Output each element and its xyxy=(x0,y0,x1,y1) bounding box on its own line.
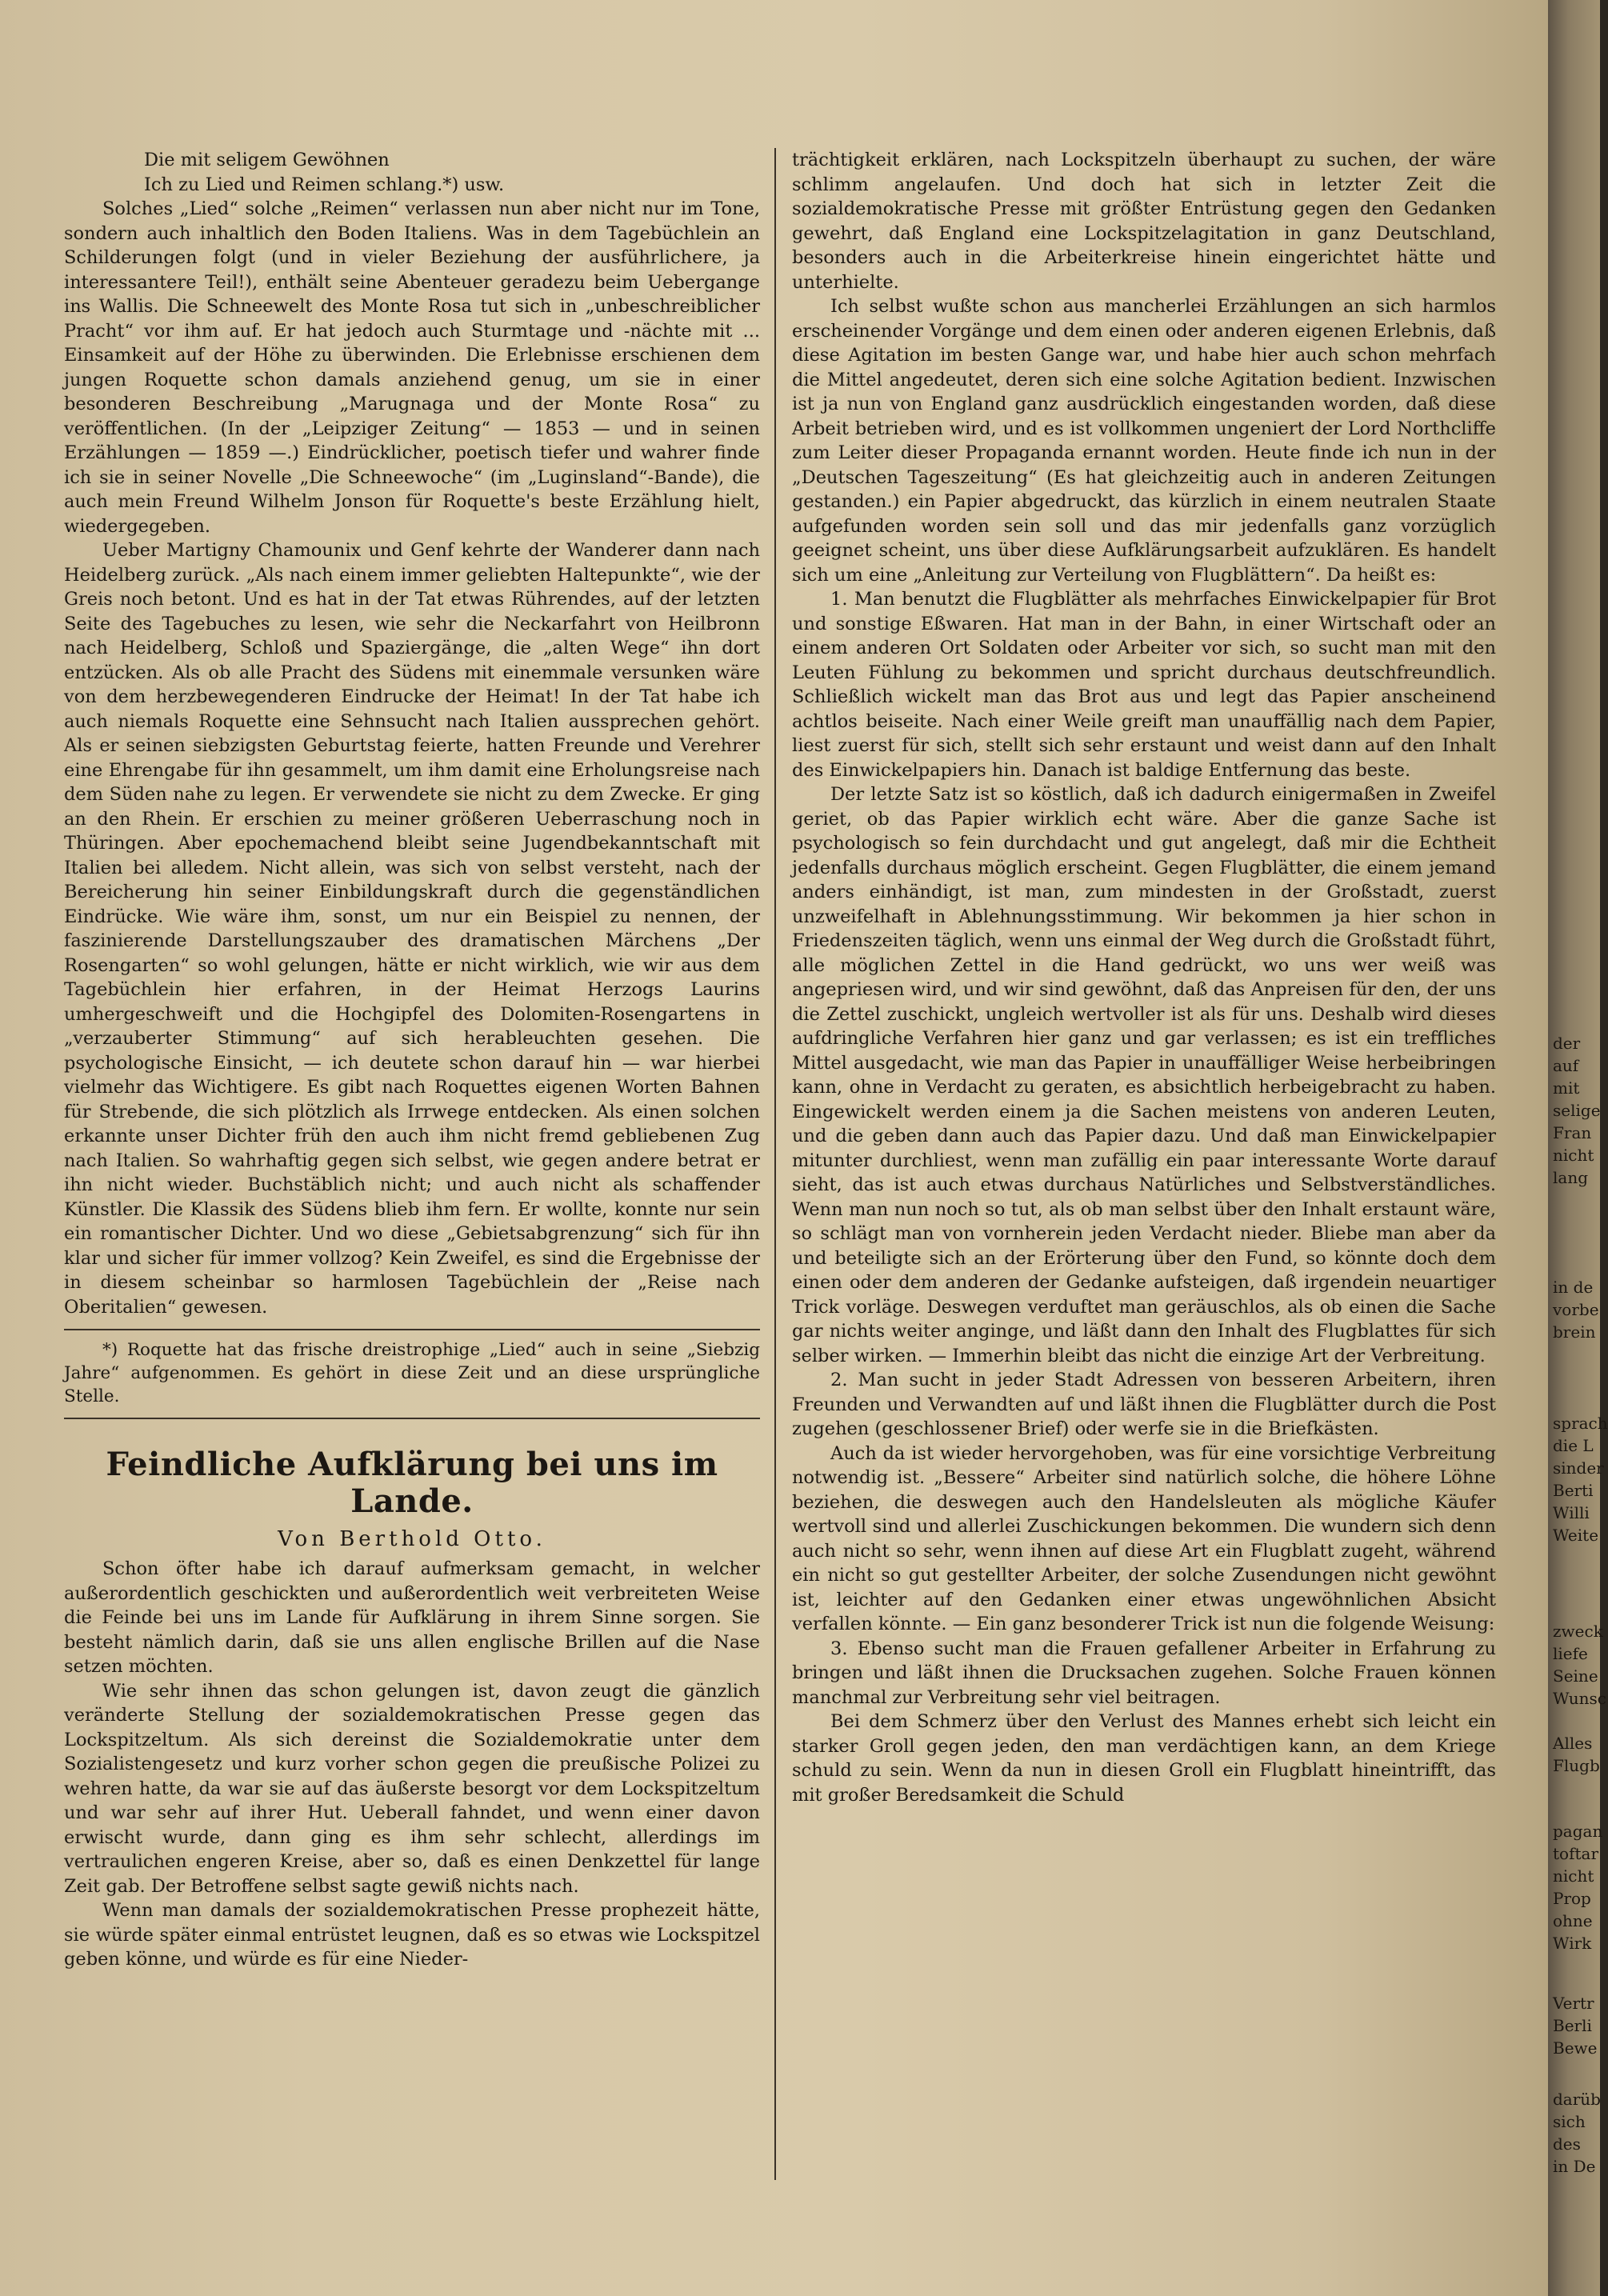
edge-word: ohne xyxy=(1553,1911,1593,1930)
edge-word: die L xyxy=(1553,1436,1594,1455)
edge-word: Weite xyxy=(1553,1526,1599,1545)
footnote: *) Roquette hat das frische dreistrophige „Lied“ auch in seine „Siebzig Jahre“ aufgenommen. Es gehört in diese Zeit und an diese ursprüngliche Stelle. xyxy=(64,1340,760,1406)
paragraph: trächtigkeit erklären, nach Lockspitzeln überhaupt zu suchen, der wäre schlimm angelaufen. Und doch hat sich in letzter Zeit die sozialdemokratische Presse mit größter Entrüstung gegen den Gedanken gewehrt, daß England eine Lockspitzelagitation in ganz Deutschland, besonders auch in die Arbeiterkreise hinein eingerichtet hätte und unterhielte. xyxy=(792,150,1496,293)
edge-word: mit xyxy=(1553,1078,1580,1098)
left-column xyxy=(64,148,760,1972)
edge-word: vorbe xyxy=(1553,1300,1599,1319)
verse-block xyxy=(64,148,760,197)
article-byline: Von Berthold Otto. xyxy=(278,1527,546,1551)
edge-word: sich xyxy=(1553,2112,1586,2131)
edge-word: pagan xyxy=(1553,1822,1603,1841)
edge-word: Vertr xyxy=(1553,1994,1594,2013)
edge-word: zweck xyxy=(1553,1622,1603,1641)
edge-text-block xyxy=(1548,1732,1600,1777)
right-column xyxy=(792,148,1496,1807)
edge-word: sinder xyxy=(1553,1458,1604,1478)
edge-word: der xyxy=(1553,1034,1581,1053)
edge-word: nicht xyxy=(1553,1146,1594,1165)
column-divider xyxy=(774,148,776,2180)
paragraph: Wie sehr ihnen das schon gelungen ist, davon zeugt die gänzlich veränderte Stellung der sozialdemokratischen Presse gegen das Lockspitzeltum. Als sich dereinst die Sozialdemokratie unter dem Sozialistengesetz und kurz vorher schon gegen die preußische Polizei zu wehren hatte, da war sie auf das äußerste besorgt vor dem Lockspitzeltum und war sehr auf ihrer Hut. Ueberall fahndet, und wenn einer davon erwischt wurde, dann ging es ihm sehr schlecht, allerdings im vertraulichen engeren Kreise, aber so, daß es einen Denkzettel für lange Zeit gab. Der Betroffene selbst sagte gewiß nichts nach. xyxy=(64,1680,760,1897)
list-item: 2. Man sucht in jeder Stadt Adressen von besseren Arbeitern, ihren Freunden und Verwandten auf und läßt ihnen die Flugblätter durch die Post zugehen (geschlossener Brief) oder werfe sie in die Briefkästen. xyxy=(792,1370,1496,1439)
edge-text-block xyxy=(1548,2088,1601,2178)
edge-word: in De xyxy=(1553,2157,1596,2176)
edge-word: Bewe xyxy=(1553,2038,1598,2058)
edge-word: Berti xyxy=(1553,1481,1594,1500)
edge-word: toftar xyxy=(1553,1844,1599,1863)
edge-word: brein xyxy=(1553,1322,1596,1342)
verse-line: Die mit seligem Gewöhnen xyxy=(144,150,390,170)
adjacent-page-edge xyxy=(1548,0,1608,2296)
list-item: 3. Ebenso sucht man die Frauen gefallener Arbeiter in Erfahrung zu bringen und läßt ihnen die Drucksachen zugehen. Solche Frauen können manchmal zur Verbreitung sehr viel beitragen. xyxy=(792,1638,1496,1708)
paragraph: Ich selbst wußte schon aus mancherlei Erzählungen an sich harmlos erscheinender Vorgänge und dem einen oder anderen eigenen Erlebnis, daß diese Agitation im besten Gange war, und habe hier auch schon mehrfach die Mittel angedeutet, deren sich eine solche Agitation bedient. Inzwischen ist ja nun von England ganz ausdrücklich eingestanden worden, daß diese Arbeit betrieben wird, und es ist vollkommen ungeniert der Lord Northcliffe zum Leiter dieser Propaganda ernannt worden. Heute finde ich nun in der „Deutschen Tageszeitung“ (Es hat gleichzeitig auch in anderen Zeitungen gestanden.) ein Papier abgedruckt, das kürzlich in einem neutralen Staate aufgefunden worden sein soll und das mir jedenfalls ganz vorzüglich geeignet scheint, uns über diese Aufklärungsarbeit aufzuklären. Es handelt sich um eine „Anleitung zur Verteilung von Flugblättern“. Da heißt es: xyxy=(792,296,1496,586)
edge-word: Alles xyxy=(1553,1734,1593,1753)
paragraph: Solches „Lied“ solche „Reimen“ verlassen nun aber nicht nur im Tone, sondern auch inhaltlich den Boden Italiens. Was in dem Tagebüchlein an Schilderungen folgt (und in vieler Beziehung der ausführlichere, ja interessantere Teil!), enthält seine Abenteuer geradezu beim Uebergange ins Wallis. Die Schneewelt des Monte Rosa tut sich in „unbeschreiblicher Pracht“ vor ihm auf. Er hat jedoch auch Sturmtage und -nächte mit ... Einsamkeit auf der Höhe zu überwinden. Die Erlebnisse erschienen dem jungen Roquette schon damals anziehend genug, um sie in einer besonderen Beschreibung „Marugnaga und der Monte Rosa“ zu veröffentlichen. (In der „Leipziger Zeitung“ — 1853 — und in seinen Erzählungen — 1859 —.) Eindrücklicher, poetisch tiefer und wahrer finde ich sie in seiner Novelle „Die Schneewoche“ (im „Luginsland“-Bande), die auch mein Freund Wilhelm Jonson für Roquette's beste Erzählung hielt, wiedergegeben. xyxy=(64,198,760,537)
edge-word: Seine xyxy=(1553,1666,1598,1686)
edge-word: nicht xyxy=(1553,1866,1594,1886)
edge-word: liefe xyxy=(1553,1644,1588,1663)
edge-text-block xyxy=(1548,1032,1601,1189)
edge-word: Fran xyxy=(1553,1123,1592,1142)
edge-word: darüb xyxy=(1553,2090,1601,2109)
list-item: 1. Man benutzt die Flugblätter als mehrfaches Einwickelpapier für Brot und sonstige Eßwaren. Hat man in der Bahn, in einer Wirtschaft oder an einem anderen Ort Soldaten oder Arbeiter vor sich, so sucht man mit den Leuten Fühlung zu bekommen und spricht durchaus deutschfreundlich. Schließlich wickelt man das Brot aus und legt das Papier anscheinend achtlos beiseite. Nach einer Weile greift man unauffällig nach dem Papier, liest zuerst für sich, stellt sich sehr erstaunt und weist dann auf den Inhalt des Einwickelpapiers hin. Danach ist baldige Entfernung das beste. xyxy=(792,589,1496,781)
paragraph: Wenn man damals der sozialdemokratischen Presse prophezeit hätte, sie würde später einmal entrüstet leugnen, daß es so etwas wie Lockspitzel geben könne, und würde es für eine Nieder- xyxy=(64,1900,760,1970)
edge-word: in de xyxy=(1553,1278,1594,1297)
article-divider xyxy=(64,1418,760,1419)
edge-word: Prop xyxy=(1553,1889,1591,1908)
edge-word: auf xyxy=(1553,1056,1579,1075)
edge-word: Flugb xyxy=(1553,1756,1600,1775)
paragraph: Ueber Martigny Chamounix und Genf kehrte der Wanderer dann nach Heidelberg zurück. „Als nach einem immer geliebten Haltepunkte“, wie der Greis noch betont. Und es hat in der Tat etwas Rührendes, auf der letzten Seite des Tagebuches zu lesen, wie sehr die Neckarfahrt von Heilbronn nach Heidelberg, Schloß und Spaziergänge, die „alten Wege“ ihn dort entzücken. Als ob alle Pracht des Südens mit einemmale versunken wäre von dem herzbewegenderen Eindrucke der Heimat! In der Tat habe ich auch niemals Roquette eine Sehnsucht nach Italien aussprechen gehört. Als er seinen siebzigsten Geburtstag feierte, hatten Freunde und Verehrer eine Ehrengabe für ihn gesammelt, um ihm damit eine Erholungsreise nach dem Süden nahe zu legen. Er verwendete sie nicht zu dem Zwecke. Er ging an den Rhein. Er erschien zu meiner größeren Ueberraschung noch in Thüringen. Aber epochemachend bleibt seine Jugendbekanntschaft mit Italien bei alledem. Nicht allein, was sich von selbst versteht, nach der Bereicherung hin seiner Einbildungskraft durch die gegenständlichen Eindrücke. Wie wäre ihm, sonst, um nur ein Beispiel zu nennen, der faszinierende Darstellungszauber des dramatischen Märchens „Der Rosengarten“ so wohl gelungen, hätte er nicht wirklich, wie wir aus dem Tagebüchlein hier erfahren, in der Heimat Herzogs Laurins umhergeschweift und die Hochgipfel des Dolomiten-Rosengartens in „verzauberter Stimmung“ auf sich herableuchten gesehen. Die psychologische Einsicht, — ich deutete schon darauf hin — war hierbei vielmehr das Wichtigere. Es gibt nach Roquettes eigenen Worten Bahnen für Strebende, die sich plötzlich als Irrwege entdecken. Als einen solchen erkannte unser Dichter früh den auch ihm nicht fremd gebliebenen Zug nach Italien. So wahrhaftig gegen sich selbst, wie gegen andere betrat er ihn nicht wieder. Buchstäblich nicht; und auch nicht als schaffender Künstler. Die Klassik des Südens blieb ihm fern. Er wollte, konnte nur sein ein romantischer Dichter. Und wo diese „Gebietsabgrenzung“ sich für ihn klar und sicher für immer vollzog? Kein Zweifel, es sind die Ergebnisse der in diesem scheinbar so harmlosen Tagebüchlein der „Reise nach Oberitalien“ gewesen. xyxy=(64,540,760,1318)
paragraph: Auch da ist wieder hervorgehoben, was für eine vorsichtige Verbreitung notwendig ist. „Bessere“ Arbeiter sind natürlich solche, die höhere Löhne beziehen, die deswegen auch den Handelsleuten als mögliche Käufer wertvoll sind und allerlei Zuschickungen bekommen. Die wundern sich denn auch nicht so sehr, wenn ihnen auf diese Art ein Flugblatt zugeht, während ein nicht so gut gestellter Arbeiter, der solche Zusendungen nicht gewöhnt ist, leichter auf den Gedanken einer etwas ungewöhnlichen Absicht verfallen könnte. — Ein ganz besonderer Trick ist nun die folgende Weisung: xyxy=(792,1442,1496,1634)
edge-word: selige xyxy=(1553,1101,1601,1120)
edge-word: Wirk xyxy=(1553,1934,1592,1953)
article-headline: Feindliche Aufklärung bei uns im Lande. xyxy=(106,1446,718,1520)
paragraph: Der letzte Satz ist so köstlich, daß ich dadurch einigermaßen in Zweifel geriet, ob das Papier wirklich echt wäre. Aber die ganze Sache ist psychologisch so fein durchdacht und gut angelegt, daß mir die Echtheit jedenfalls durchaus möglich erscheint. Gegen Flugblätter, die einem jemand anders einhändigt, ist man, zum mindesten in der Großstadt, zuerst unzweifelhaft in Ablehnungsstimmung. Wir bekommen ja hier schon in Friedenszeiten täglich, wenn uns einmal der Weg durch die Großstadt führt, alle möglichen Zettel in die Hand gedrückt, wo uns wer weiß was angepriesen wird, und wir sind gewöhnt, daß das Anpreisen für den, der uns die Zettel zuschickt, ungleich wertvoller ist als für uns. Deshalb wird dieses aufdringliche Verfahren hier ganz und gar verlassen; es ist ein treffliches Mittel ausgedacht, wie man das Papier in unauffälliger Weise herbeibringen kann, ohne in Verdacht zu geraten, es absichtlich herbeigebracht zu haben. Eingewickelt werden einem ja die Sachen meistens von anderen Leuten, und die geben dann auch das Papier dazu. Und daß man Einwickelpapier mitunter durchliest, wenn man zufällig ein paar interessante Worte darauf sieht, das ist auch etwas durchaus Natürliches und Selbstverständliches. Wenn man nun noch so tut, als ob man selbst über den Inhalt erstaunt wäre, so schlägt man von vornherein jeden Verdacht nieder. Bliebe man aber da und beteiligte sich an der Erörterung über den Fund, so könnte doch dem einen oder dem anderen der Gedanke aufsteigen, daß irgendein neuartiger Trick vorläge. Deswegen verduftet man geräuschlos, als ob einen die Sache gar nichts weiter anginge, und läßt dann den Inhalt des Flugblattes für sich selber wirken. — Immerhin bleibt das nicht die einzige Art der Verbreitung. xyxy=(792,784,1496,1366)
footnote-divider xyxy=(64,1329,760,1330)
edge-word: lang xyxy=(1553,1168,1589,1187)
edge-word: Berli xyxy=(1553,2016,1592,2035)
edge-word: des xyxy=(1553,2134,1581,2154)
edge-text-block xyxy=(1548,1412,1608,1546)
edge-text-block xyxy=(1548,1276,1599,1343)
paragraph: Bei dem Schmerz über den Verlust des Mannes erhebt sich leicht ein starker Groll gegen jeden, den man verdächtigen kann, an dem Kriege schuld zu sein. Wenn da nun in diesen Groll ein Flugblatt hineintrifft, das mit großer Beredsamkeit die Schuld xyxy=(792,1711,1496,1806)
edge-text-block xyxy=(1548,1820,1602,1954)
edge-word: Willi xyxy=(1553,1503,1590,1522)
paragraph: Schon öfter habe ich darauf aufmerksam gemacht, in welcher außerordentlich geschickten und außerordentlich weit verbreiteten Weise die Feinde bei uns im Lande für Aufklärung in ihrem Sinne sorgen. Sie besteht nämlich darin, daß sie uns allen englische Brillen auf die Nase setzen möchten. xyxy=(64,1558,760,1677)
edge-word: Wunsc xyxy=(1553,1689,1606,1708)
edge-text-block xyxy=(1548,1992,1598,2059)
edge-text-block xyxy=(1548,1620,1606,1710)
verse-line: Ich zu Lied und Reimen schlang.*) usw. xyxy=(144,174,505,195)
edge-word: sprach xyxy=(1553,1414,1608,1433)
